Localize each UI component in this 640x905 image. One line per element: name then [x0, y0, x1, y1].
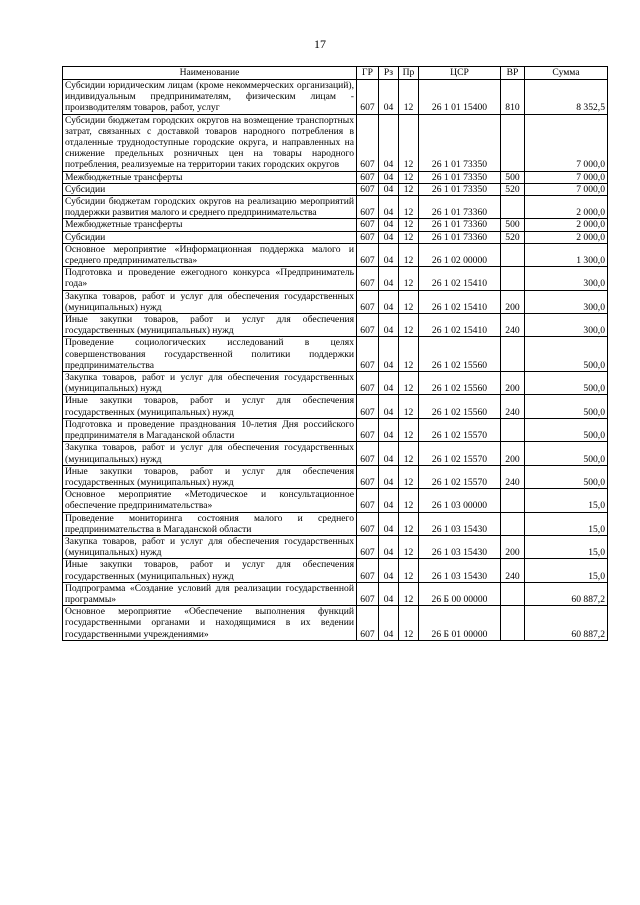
cell-vr: 200 [501, 372, 525, 395]
cell-pr: 12 [399, 582, 419, 605]
cell-gr: 607 [357, 512, 379, 535]
cell-pr: 12 [399, 290, 419, 313]
cell-pr: 12 [399, 372, 419, 395]
cell-name: Закупка товаров, работ и услуг для обеспечения государственных (муниципальных) нужд [63, 535, 357, 558]
header-gr: ГР [357, 67, 379, 80]
table-row [63, 489, 608, 512]
page-number: 17 [314, 37, 326, 51]
header-sum: Сумма [525, 67, 608, 80]
cell-gr: 607 [357, 267, 379, 290]
table-row [63, 465, 608, 488]
cell-pr: 12 [399, 442, 419, 465]
cell-name: Подготовка и проведение празднования 10-летия Дня российского предпринимателя в Магаданской области [63, 418, 357, 441]
cell-pr: 12 [399, 559, 419, 582]
cell-vr: 200 [501, 290, 525, 313]
cell-vr: 500 [501, 219, 525, 231]
cell-name: Закупка товаров, работ и услуг для обеспечения государственных (муниципальных) нужд [63, 442, 357, 465]
cell-vr: 240 [501, 395, 525, 418]
cell-gr: 607 [357, 80, 379, 115]
cell-rz: 04 [379, 219, 399, 231]
cell-pr: 12 [399, 171, 419, 183]
cell-sum: 300,0 [525, 314, 608, 337]
cell-rz: 04 [379, 267, 399, 290]
cell-sum: 2 000,0 [525, 231, 608, 243]
table-row [63, 243, 608, 266]
cell-gr: 607 [357, 465, 379, 488]
header-pr: Пр [399, 67, 419, 80]
cell-vr [501, 114, 525, 171]
cell-gr: 607 [357, 559, 379, 582]
cell-name: Иные закупки товаров, работ и услуг для обеспечения государственных (муниципальных) нужд [63, 559, 357, 582]
cell-vr [501, 418, 525, 441]
table-body [63, 80, 608, 641]
cell-sum: 1 300,0 [525, 243, 608, 266]
cell-csr: 26 1 02 15570 [419, 465, 501, 488]
cell-sum: 500,0 [525, 442, 608, 465]
cell-pr: 12 [399, 512, 419, 535]
cell-pr: 12 [399, 196, 419, 219]
cell-csr: 26 1 02 15570 [419, 418, 501, 441]
cell-name: Закупка товаров, работ и услуг для обеспечения государственных (муниципальных) нужд [63, 290, 357, 313]
cell-csr: 26 Б 00 00000 [419, 582, 501, 605]
cell-rz: 04 [379, 582, 399, 605]
cell-pr: 12 [399, 465, 419, 488]
cell-sum: 300,0 [525, 267, 608, 290]
table-row [63, 80, 608, 115]
table-row [63, 231, 608, 243]
cell-csr: 26 1 02 15560 [419, 337, 501, 372]
cell-rz: 04 [379, 196, 399, 219]
cell-vr [501, 606, 525, 641]
table-row [63, 183, 608, 195]
cell-sum: 15,0 [525, 559, 608, 582]
table-row [63, 314, 608, 337]
cell-vr: 200 [501, 535, 525, 558]
cell-rz: 04 [379, 606, 399, 641]
table-row [63, 219, 608, 231]
cell-gr: 607 [357, 171, 379, 183]
cell-gr: 607 [357, 606, 379, 641]
cell-sum: 500,0 [525, 395, 608, 418]
cell-csr: 26 1 03 15430 [419, 512, 501, 535]
cell-pr: 12 [399, 231, 419, 243]
cell-rz: 04 [379, 442, 399, 465]
cell-csr: 26 1 02 15410 [419, 267, 501, 290]
cell-vr: 520 [501, 183, 525, 195]
cell-rz: 04 [379, 465, 399, 488]
cell-name: Проведение мониторинга состояния малого и среднего предпринимательства в Магаданской области [63, 512, 357, 535]
cell-name: Проведение социологических исследований в целях совершенствования государственной политики поддержки предпринимательства [63, 337, 357, 372]
cell-csr: 26 1 02 15560 [419, 395, 501, 418]
table-row [63, 559, 608, 582]
cell-rz: 04 [379, 114, 399, 171]
cell-sum: 7 000,0 [525, 114, 608, 171]
cell-rz: 04 [379, 418, 399, 441]
cell-name: Субсидии [63, 231, 357, 243]
table-row [63, 337, 608, 372]
cell-rz: 04 [379, 171, 399, 183]
cell-rz: 04 [379, 80, 399, 115]
cell-name: Подготовка и проведение ежегодного конкурса «Предприниматель года» [63, 267, 357, 290]
cell-pr: 12 [399, 418, 419, 441]
header-rz: Рз [379, 67, 399, 80]
cell-pr: 12 [399, 219, 419, 231]
cell-rz: 04 [379, 337, 399, 372]
table-row [63, 512, 608, 535]
cell-sum: 7 000,0 [525, 183, 608, 195]
cell-name: Основное мероприятие «Информационная поддержка малого и среднего предпринимательства» [63, 243, 357, 266]
cell-vr [501, 337, 525, 372]
cell-gr: 607 [357, 489, 379, 512]
cell-gr: 607 [357, 314, 379, 337]
header-name: Наименование [63, 67, 357, 80]
cell-sum: 60 887,2 [525, 606, 608, 641]
cell-rz: 04 [379, 243, 399, 266]
cell-csr: 26 1 03 00000 [419, 489, 501, 512]
table-row [63, 442, 608, 465]
cell-sum: 60 887,2 [525, 582, 608, 605]
table-row [63, 267, 608, 290]
cell-gr: 607 [357, 418, 379, 441]
cell-rz: 04 [379, 512, 399, 535]
budget-table [62, 66, 608, 641]
cell-csr: 26 1 01 73360 [419, 196, 501, 219]
cell-csr: 26 1 01 73350 [419, 171, 501, 183]
cell-rz: 04 [379, 535, 399, 558]
cell-vr: 240 [501, 465, 525, 488]
table-row [63, 535, 608, 558]
cell-gr: 607 [357, 183, 379, 195]
cell-pr: 12 [399, 606, 419, 641]
table-row [63, 418, 608, 441]
table-row [63, 606, 608, 641]
table-row [63, 395, 608, 418]
cell-rz: 04 [379, 231, 399, 243]
cell-sum: 500,0 [525, 372, 608, 395]
cell-gr: 607 [357, 395, 379, 418]
table-row [63, 171, 608, 183]
cell-name: Межбюджетные трансферты [63, 171, 357, 183]
cell-vr [501, 196, 525, 219]
cell-name: Основное мероприятие «Методическое и консультационное обеспечение предпринимательства» [63, 489, 357, 512]
cell-gr: 607 [357, 196, 379, 219]
cell-vr [501, 243, 525, 266]
cell-pr: 12 [399, 267, 419, 290]
cell-csr: 26 1 01 73350 [419, 114, 501, 171]
cell-vr [501, 267, 525, 290]
cell-name: Подпрограмма «Создание условий для реализации государственной программы» [63, 582, 357, 605]
cell-csr: 26 1 03 15430 [419, 559, 501, 582]
cell-gr: 607 [357, 114, 379, 171]
cell-rz: 04 [379, 372, 399, 395]
cell-rz: 04 [379, 183, 399, 195]
cell-pr: 12 [399, 489, 419, 512]
cell-vr [501, 512, 525, 535]
cell-sum: 500,0 [525, 418, 608, 441]
cell-pr: 12 [399, 535, 419, 558]
cell-sum: 500,0 [525, 465, 608, 488]
cell-gr: 607 [357, 442, 379, 465]
table-row [63, 582, 608, 605]
cell-pr: 12 [399, 183, 419, 195]
table-row [63, 196, 608, 219]
cell-rz: 04 [379, 314, 399, 337]
cell-sum: 2 000,0 [525, 196, 608, 219]
cell-sum: 15,0 [525, 489, 608, 512]
cell-rz: 04 [379, 559, 399, 582]
cell-rz: 04 [379, 395, 399, 418]
header-csr: ЦСР [419, 67, 501, 80]
cell-gr: 607 [357, 290, 379, 313]
cell-csr: 26 1 02 15410 [419, 290, 501, 313]
cell-sum: 300,0 [525, 290, 608, 313]
cell-sum: 8 352,5 [525, 80, 608, 115]
table-row [63, 372, 608, 395]
cell-gr: 607 [357, 535, 379, 558]
header-vr: ВР [501, 67, 525, 80]
cell-name: Субсидии бюджетам городских округов на реализацию мероприятий поддержки развития малого и среднего предпринимательства [63, 196, 357, 219]
cell-sum: 2 000,0 [525, 219, 608, 231]
cell-pr: 12 [399, 314, 419, 337]
cell-pr: 12 [399, 114, 419, 171]
cell-sum: 500,0 [525, 337, 608, 372]
cell-csr: 26 1 02 00000 [419, 243, 501, 266]
cell-name: Иные закупки товаров, работ и услуг для обеспечения государственных (муниципальных) нужд [63, 314, 357, 337]
cell-vr: 810 [501, 80, 525, 115]
cell-name: Иные закупки товаров, работ и услуг для обеспечения государственных (муниципальных) нужд [63, 465, 357, 488]
cell-csr: 26 1 02 15410 [419, 314, 501, 337]
cell-vr: 240 [501, 559, 525, 582]
table-row [63, 114, 608, 171]
cell-vr: 200 [501, 442, 525, 465]
cell-vr [501, 489, 525, 512]
cell-name: Субсидии бюджетам городских округов на возмещение транспортных затрат, связанных с доставкой товаров народного потребления в отдаленные труднодоступные городские округа, и направленных на снижение предельных розничных цен на товары народного потребления, реализуемые на территории таких городских округов [63, 114, 357, 171]
cell-gr: 607 [357, 219, 379, 231]
cell-csr: 26 1 03 15430 [419, 535, 501, 558]
table-row [63, 290, 608, 313]
cell-gr: 607 [357, 372, 379, 395]
cell-sum: 15,0 [525, 512, 608, 535]
cell-csr: 26 1 02 15570 [419, 442, 501, 465]
cell-csr: 26 1 01 73360 [419, 219, 501, 231]
cell-pr: 12 [399, 80, 419, 115]
cell-pr: 12 [399, 395, 419, 418]
cell-gr: 607 [357, 337, 379, 372]
cell-vr: 520 [501, 231, 525, 243]
cell-gr: 607 [357, 582, 379, 605]
cell-name: Субсидии юридическим лицам (кроме некоммерческих организаций), индивидуальным предпринимателям, физическим лицам - производителям товаров, работ, услуг [63, 80, 357, 115]
cell-rz: 04 [379, 290, 399, 313]
cell-vr: 500 [501, 171, 525, 183]
cell-name: Закупка товаров, работ и услуг для обеспечения государственных (муниципальных) нужд [63, 372, 357, 395]
cell-name: Иные закупки товаров, работ и услуг для обеспечения государственных (муниципальных) нужд [63, 395, 357, 418]
cell-csr: 26 1 01 15400 [419, 80, 501, 115]
cell-gr: 607 [357, 243, 379, 266]
cell-csr: 26 1 02 15560 [419, 372, 501, 395]
cell-csr: 26 1 01 73360 [419, 231, 501, 243]
cell-csr: 26 1 01 73350 [419, 183, 501, 195]
cell-vr: 240 [501, 314, 525, 337]
cell-rz: 04 [379, 489, 399, 512]
cell-name: Субсидии [63, 183, 357, 195]
cell-pr: 12 [399, 337, 419, 372]
cell-pr: 12 [399, 243, 419, 266]
cell-csr: 26 Б 01 00000 [419, 606, 501, 641]
cell-name: Межбюджетные трансферты [63, 219, 357, 231]
cell-vr [501, 582, 525, 605]
cell-sum: 7 000,0 [525, 171, 608, 183]
table-header-row [63, 67, 608, 80]
cell-sum: 15,0 [525, 535, 608, 558]
cell-gr: 607 [357, 231, 379, 243]
cell-name: Основное мероприятие «Обеспечение выполнения функций государственными органами и находящимися в их ведении государственными учреждениями» [63, 606, 357, 641]
